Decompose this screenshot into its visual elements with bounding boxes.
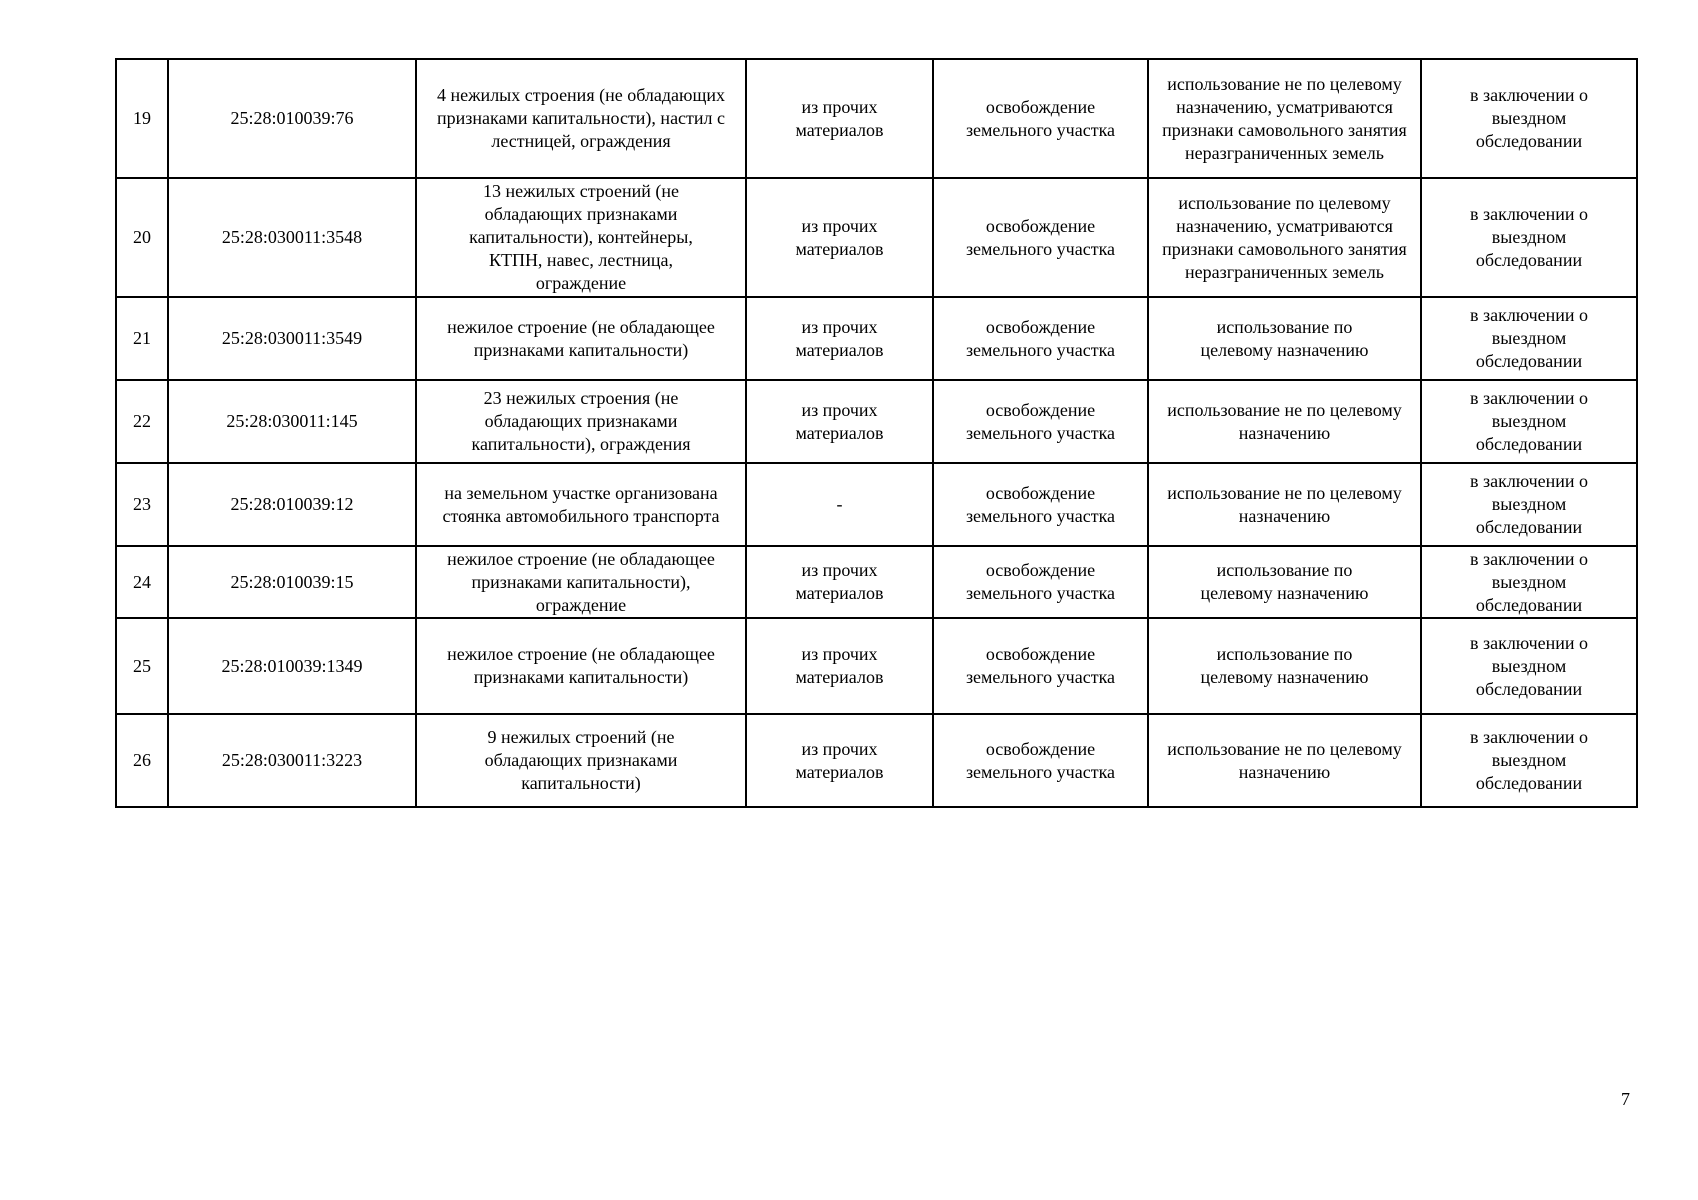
cadastral-number: 25:28:030011:3549 <box>168 297 416 380</box>
table-row <box>116 297 1637 380</box>
material: из прочих материалов <box>746 297 933 380</box>
material: из прочих материалов <box>746 546 933 618</box>
land-usage: использование по целевому назначению <box>1148 546 1421 618</box>
land-usage: использование не по целевому назначению <box>1148 463 1421 546</box>
table-row <box>116 714 1637 807</box>
cadastral-number: 25:28:010039:12 <box>168 463 416 546</box>
reference: в заключении о выездном обследовании <box>1421 714 1637 807</box>
page-number: 7 <box>1621 1089 1630 1109</box>
measure: освобождение земельного участка <box>933 380 1148 463</box>
measure: освобождение земельного участка <box>933 297 1148 380</box>
material: - <box>746 463 933 546</box>
reference: в заключении о выездном обследовании <box>1421 59 1637 178</box>
cadastral-number: 25:28:030011:145 <box>168 380 416 463</box>
row-number: 21 <box>116 297 168 380</box>
material: из прочих материалов <box>746 380 933 463</box>
land-usage: использование не по целевому назначению, усматриваются признаки самовольного занятия неразграниченных земель <box>1148 59 1421 178</box>
reference: в заключении о выездном обследовании <box>1421 178 1637 297</box>
cadastral-number: 25:28:030011:3223 <box>168 714 416 807</box>
material: из прочих материалов <box>746 178 933 297</box>
measure: освобождение земельного участка <box>933 463 1148 546</box>
row-number: 22 <box>116 380 168 463</box>
objects-description: 23 нежилых строения (не обладающих признаками капитальности), ограждения <box>416 380 746 463</box>
reference: в заключении о выездном обследовании <box>1421 297 1637 380</box>
reference: в заключении о выездном обследовании <box>1421 546 1637 618</box>
reference: в заключении о выездном обследовании <box>1421 380 1637 463</box>
material: из прочих материалов <box>746 714 933 807</box>
objects-description: нежилое строение (не обладающее признаками капитальности), ограждение <box>416 546 746 618</box>
cadastral-number: 25:28:010039:15 <box>168 546 416 618</box>
land-usage: использование не по целевому назначению <box>1148 380 1421 463</box>
row-number: 23 <box>116 463 168 546</box>
objects-description: нежилое строение (не обладающее признаками капитальности) <box>416 297 746 380</box>
measure: освобождение земельного участка <box>933 178 1148 297</box>
row-number: 25 <box>116 618 168 714</box>
objects-description: 13 нежилых строений (не обладающих признаками капитальности), контейнеры, КТПН, навес, лестница, ограждение <box>416 178 746 297</box>
material: из прочих материалов <box>746 618 933 714</box>
material: из прочих материалов <box>746 59 933 178</box>
measure: освобождение земельного участка <box>933 59 1148 178</box>
cadastral-number: 25:28:010039:76 <box>168 59 416 178</box>
table-row <box>116 380 1637 463</box>
measure: освобождение земельного участка <box>933 714 1148 807</box>
row-number: 19 <box>116 59 168 178</box>
reference: в заключении о выездном обследовании <box>1421 463 1637 546</box>
cadastral-number: 25:28:030011:3548 <box>168 178 416 297</box>
table-row <box>116 463 1637 546</box>
objects-description: 9 нежилых строений (не обладающих признаками капитальности) <box>416 714 746 807</box>
objects-description: на земельном участке организована стоянка автомобильного транспорта <box>416 463 746 546</box>
land-usage: использование по целевому назначению <box>1148 618 1421 714</box>
cadastral-number: 25:28:010039:1349 <box>168 618 416 714</box>
row-number: 24 <box>116 546 168 618</box>
objects-description: нежилое строение (не обладающее признаками капитальности) <box>416 618 746 714</box>
row-number: 26 <box>116 714 168 807</box>
objects-description: 4 нежилых строения (не обладающих признаками капитальности), настил с лестницей, ограждения <box>416 59 746 178</box>
table-row <box>116 178 1637 297</box>
land-usage: использование по целевому назначению, усматриваются признаки самовольного занятия неразграниченных земель <box>1148 178 1421 297</box>
land-inspection-table <box>115 58 1638 808</box>
measure: освобождение земельного участка <box>933 618 1148 714</box>
land-usage: использование не по целевому назначению <box>1148 714 1421 807</box>
reference: в заключении о выездном обследовании <box>1421 618 1637 714</box>
table-row <box>116 546 1637 618</box>
table-row <box>116 59 1637 178</box>
land-usage: использование по целевому назначению <box>1148 297 1421 380</box>
table-row <box>116 618 1637 714</box>
row-number: 20 <box>116 178 168 297</box>
measure: освобождение земельного участка <box>933 546 1148 618</box>
